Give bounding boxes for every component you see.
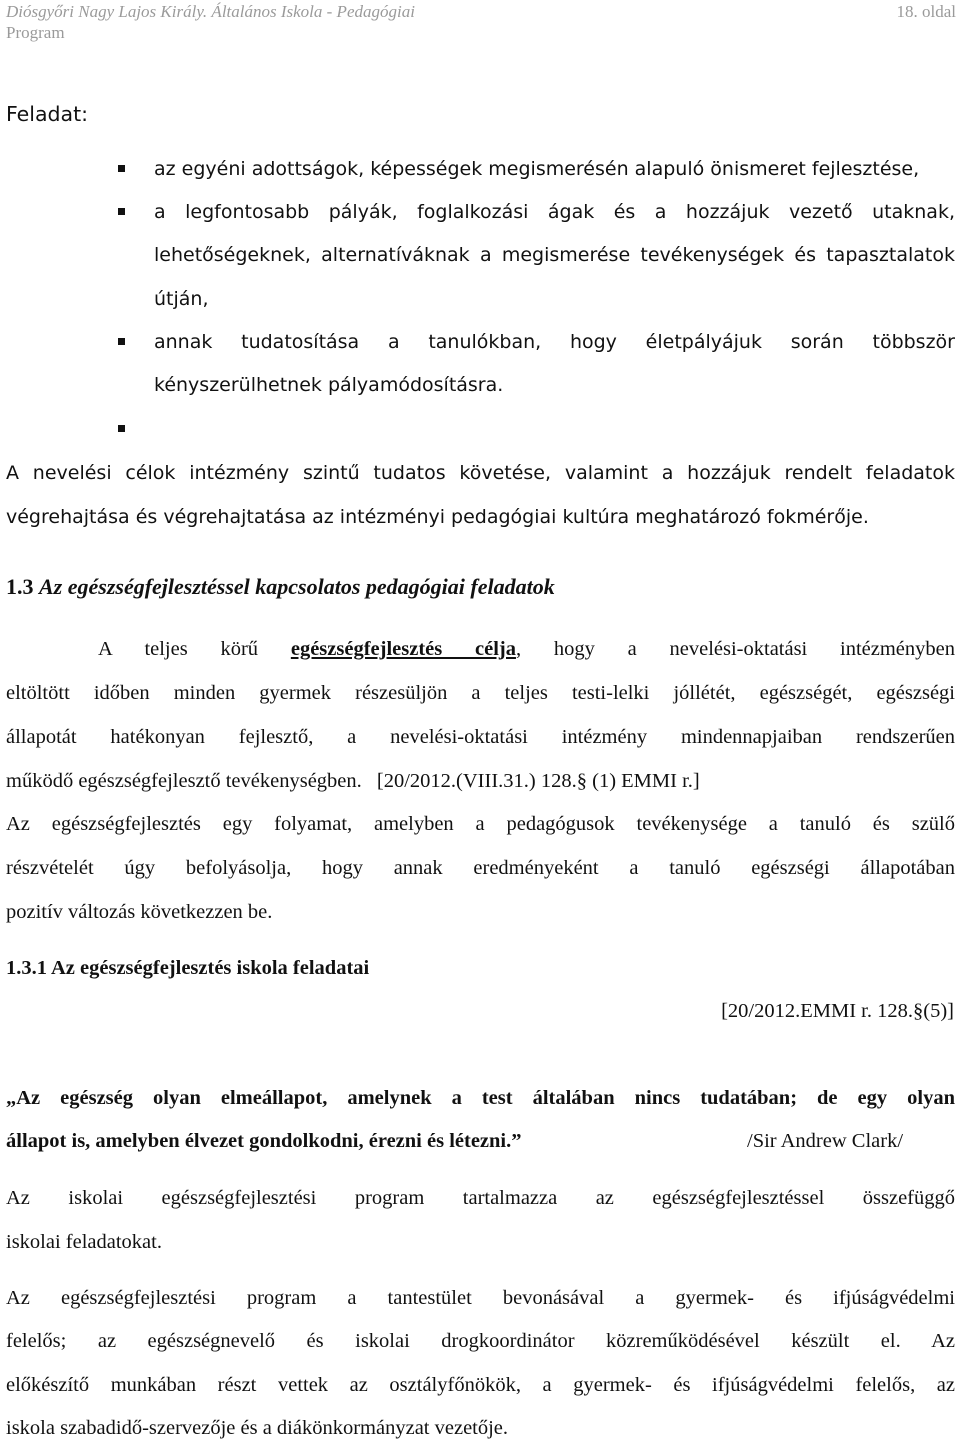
task-bullet-1: az egyéni adottságok, képességek megismerésén alapuló önismeret fejlesztése,	[154, 158, 920, 180]
bullet-square-icon	[118, 165, 125, 172]
subsection-heading: 1.3.1 Az egészségfejlesztés iskola feladatai	[6, 957, 370, 979]
bullet-square-icon	[118, 338, 125, 345]
quote-author: /Sir Andrew Clark/	[747, 1130, 904, 1152]
task-bullet-2-line-2: lehetőségeknek, alternatíváknak a megismerése tevékenységek és tapasztalatok	[154, 244, 955, 266]
header-school-name: Diósgyőri Nagy Lajos Király. Általános Iskola - Pedagógiai	[6, 2, 415, 21]
program-content-line-1: Az iskolai egészségfejlesztési program tartalmazza az egészségfejlesztéssel összefüggő	[6, 1187, 955, 1209]
task-heading: Feladat:	[6, 102, 89, 126]
health-process-line-1: Az egészségfejlesztés egy folyamat, amelyben a pedagógusok tevékenysége a tanuló és szülő	[6, 813, 955, 835]
health-goal-line-2: eltöltött időben minden gyermek részesüljön a teljes testi-lelki jóllétét, egészségét, egészségi	[6, 682, 955, 704]
program-preparation-line-2: felelős; az egészségnevelő és iskolai drogkoordinátor közreműködésével készült el. Az	[6, 1330, 955, 1352]
health-goal-emphasis: egészségfejlesztés célja	[290, 638, 516, 660]
health-goal-text: A teljes körű	[98, 638, 259, 660]
health-process-line-2: részvételét úgy befolyásolja, hogy annak eredményeként a tanuló egészségi állapotában	[6, 857, 955, 879]
header-school-name-cont: Program	[6, 23, 65, 42]
task-bullet-2-line-3: útján,	[154, 288, 209, 310]
health-process-line-3: pozitív változás következzen be.	[6, 901, 273, 923]
section-title: Az egészségfejlesztéssel kapcsolatos pedagógiai feladatok	[39, 574, 555, 599]
section-heading	[6, 574, 555, 600]
health-goal-text: működő egészségfejlesztő tevékenységben.	[6, 770, 362, 792]
legal-reference: [20/2012.(VIII.31.) 128.§ (1) EMMI r.]	[376, 770, 700, 792]
bullet-square-icon	[118, 425, 125, 432]
program-content-line-2: iskolai feladatokat.	[6, 1231, 162, 1253]
header-page-number: 18. oldal	[896, 2, 956, 21]
health-goal-line-3: állapotát hatékonyan fejlesztő, a nevelési-oktatási intézmény mindennapjaiban rendszerűen	[6, 726, 955, 748]
program-preparation-line-3: előkészítő munkában részt vettek az osztályfőnökök, a gyermek- és ifjúságvédelmi felelős, az	[6, 1374, 955, 1396]
task-bullet-3-line-1: annak tudatosítása a tanulókban, hogy életpályájuk során többször	[154, 331, 955, 353]
goals-paragraph-line-2: végrehajtása és végrehajtatása az intézményi pedagógiai kultúra meghatározó fokmérője.	[6, 506, 869, 528]
program-preparation-line-4: iskola szabadidő-szervezője és a diákönkormányzat vezetője.	[6, 1417, 509, 1439]
quote-line-1: „Az egészség olyan elmeállapot, amelynek a test általában nincs tudatában; de egy olyan	[6, 1087, 955, 1109]
health-goal-text: , hogy a nevelési-oktatási intézményben	[515, 638, 956, 660]
section-number: 1.3	[6, 574, 34, 599]
page-header	[0, 0, 956, 46]
health-goal-line-4	[6, 770, 700, 793]
task-bullet-3-line-2: kényszerülhetnek pályamódosításra.	[154, 374, 504, 396]
quote-line-2: állapot is, amelyben élvezet gondolkodni, érezni és létezni.”	[6, 1130, 522, 1152]
health-goal-line-1	[98, 638, 955, 661]
subsection-legal-reference: [20/2012.EMMI r. 128.§(5)]	[721, 1000, 954, 1022]
task-bullet-2-line-1: a legfontosabb pályák, foglalkozási ágak és a hozzájuk vezető utaknak,	[154, 201, 955, 223]
bullet-square-icon	[118, 208, 125, 215]
goals-paragraph-line-1: A nevelési célok intézmény szintű tudatos követése, valamint a hozzájuk rendelt feladatok	[6, 462, 955, 484]
program-preparation-line-1: Az egészségfejlesztési program a tantestület bevonásával a gyermek- és ifjúságvédelmi	[6, 1287, 955, 1309]
